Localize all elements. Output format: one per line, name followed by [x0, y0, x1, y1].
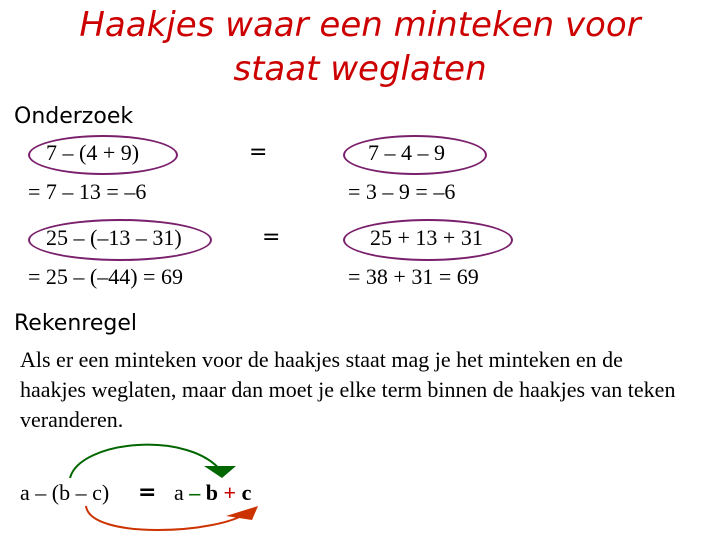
arrow-top-icon: [70, 445, 222, 478]
formula-equals: =: [138, 480, 157, 505]
onderzoek-heading: Onderzoek: [14, 104, 134, 129]
rekenregel-text: Als er een minteken voor de haakjes staat mag je het minteken en de haakjes weglaten, maar dan moet je elke term binnen de haakjes van teken veranderen.: [20, 347, 676, 432]
example1-left-result: = 7 – 13 = –6: [28, 179, 147, 204]
example2-left: 25 – (–13 – 31): [46, 225, 182, 250]
arrow-top-head-icon: [204, 466, 236, 478]
rekenregel-heading: Rekenregel: [14, 311, 137, 336]
title-line-1: Haakjes waar een minteken voor: [79, 5, 641, 45]
example1-equals: =: [249, 140, 268, 165]
example1-right-result: = 3 – 9 = –6: [348, 179, 456, 204]
formula-plus: +: [223, 480, 237, 505]
arrow-bottom-head-icon: [226, 506, 258, 520]
formula-left: a – (b – c): [20, 480, 110, 505]
formula-a: a: [174, 480, 184, 505]
example2-left-result: = 25 – (–44) = 69: [28, 264, 183, 289]
arrow-bottom-icon: [86, 506, 248, 530]
formula-c: c: [241, 480, 252, 505]
example2-right-result: = 38 + 31 = 69: [348, 264, 479, 289]
title-line-2: staat weglaten: [233, 49, 487, 89]
formula-b: b: [205, 480, 219, 505]
formula-right: [174, 480, 251, 506]
example2-right: 25 + 13 + 31: [370, 225, 483, 250]
example1-left: 7 – (4 + 9): [46, 140, 140, 165]
example1-right: 7 – 4 – 9: [368, 140, 445, 165]
formula-minus: –: [189, 480, 201, 505]
example2-equals: =: [262, 225, 281, 250]
